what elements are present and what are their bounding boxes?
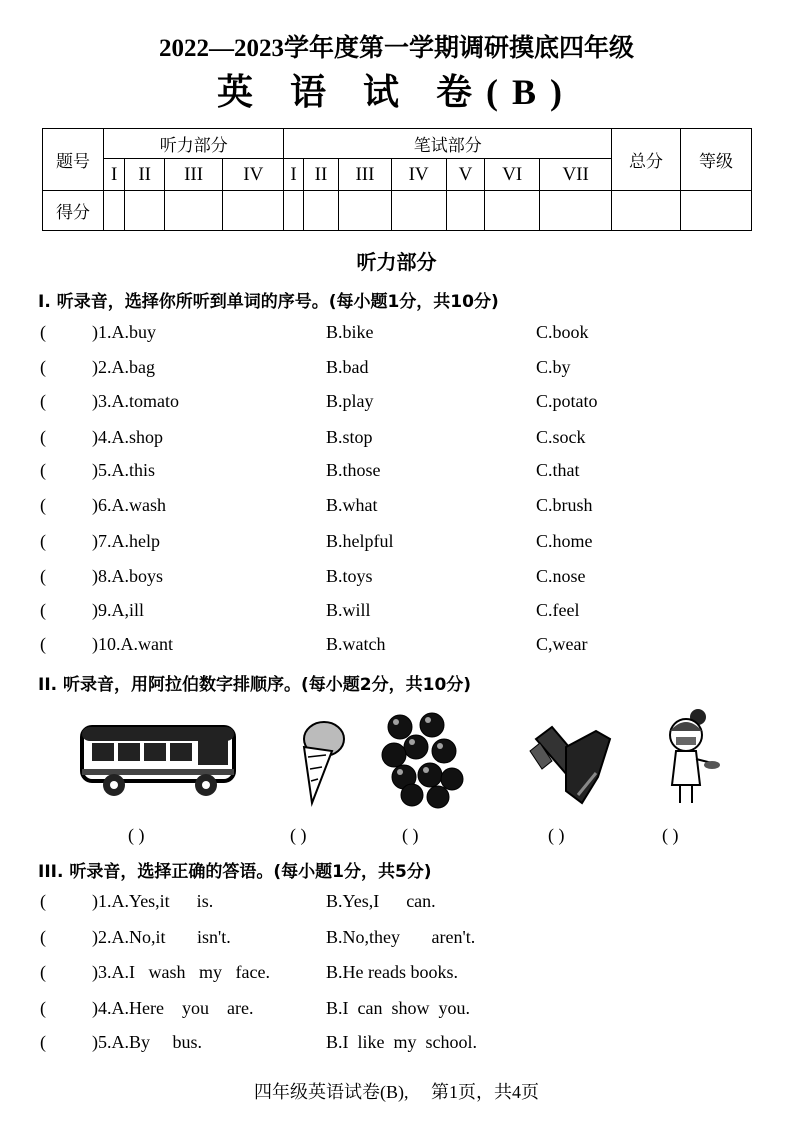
option-c: C.brush bbox=[536, 495, 593, 515]
total-header: 总分 bbox=[612, 129, 681, 191]
score-cell[interactable] bbox=[540, 191, 612, 231]
answer-paren[interactable]: ( bbox=[40, 891, 46, 911]
row-label-question-number: 题号 bbox=[43, 129, 104, 191]
writing-col: III bbox=[339, 159, 391, 191]
option-c: C.potato bbox=[536, 391, 598, 411]
option-c: C.nose bbox=[536, 566, 586, 586]
answer-paren[interactable]: ( bbox=[40, 998, 46, 1018]
option-a: )2.A.bag bbox=[92, 357, 155, 377]
answer-paren[interactable]: ( bbox=[40, 357, 46, 377]
option-c: C,wear bbox=[536, 634, 588, 654]
picture-answer-slot-4[interactable]: ( ) bbox=[548, 825, 565, 845]
score-cell[interactable] bbox=[339, 191, 391, 231]
option-c: C.home bbox=[536, 531, 593, 551]
row-label-score: 得分 bbox=[43, 191, 104, 231]
answer-paren[interactable]: ( bbox=[40, 634, 46, 654]
exam-title-line1: 2022—2023学年度第一学期调研摸底四年级 bbox=[158, 35, 634, 62]
picture-answer-slot-5[interactable]: ( ) bbox=[662, 825, 679, 845]
option-a: )5.A.By bus. bbox=[92, 1032, 203, 1052]
option-b: B.toys bbox=[326, 566, 373, 586]
option-a: )4.A.shop bbox=[92, 427, 163, 447]
picture-answer-slot-1[interactable]: ( ) bbox=[128, 825, 145, 845]
picture-answer-slot-3[interactable]: ( ) bbox=[402, 825, 419, 845]
score-cell[interactable] bbox=[165, 191, 223, 231]
grade-header: 等级 bbox=[681, 129, 752, 191]
score-cell[interactable] bbox=[104, 191, 125, 231]
option-a: )8.A.boys bbox=[92, 566, 163, 586]
option-b: B.play bbox=[326, 391, 374, 411]
writing-col: II bbox=[303, 159, 339, 191]
score-cell[interactable] bbox=[485, 191, 540, 231]
score-cell[interactable] bbox=[125, 191, 165, 231]
option-b: B.No,they aren't. bbox=[326, 927, 476, 947]
option-a: )10.A.want bbox=[92, 634, 173, 654]
answer-paren[interactable]: ( bbox=[40, 531, 46, 551]
writing-col: IV bbox=[391, 159, 446, 191]
score-table bbox=[42, 128, 752, 231]
answer-paren[interactable]: ( bbox=[40, 391, 46, 411]
option-a: )4.A.Here you are. bbox=[92, 998, 254, 1018]
option-c: C.book bbox=[536, 322, 589, 342]
picture-answer-slot-2[interactable]: ( ) bbox=[290, 825, 307, 845]
total-score-cell[interactable] bbox=[612, 191, 681, 231]
girl-icon bbox=[654, 707, 724, 811]
answer-paren[interactable]: ( bbox=[40, 460, 46, 480]
option-b: B.those bbox=[326, 460, 381, 480]
writing-col: VI bbox=[485, 159, 540, 191]
listening-col: III bbox=[165, 159, 223, 191]
grapes-icon bbox=[378, 705, 468, 809]
listening-col: II bbox=[125, 159, 165, 191]
bus-icon bbox=[78, 719, 242, 801]
option-c: C.sock bbox=[536, 427, 586, 447]
picture-row bbox=[72, 705, 732, 815]
option-b: B.I like my school. bbox=[326, 1032, 477, 1052]
option-b: B.what bbox=[326, 495, 378, 515]
option-a: )6.A.wash bbox=[92, 495, 166, 515]
option-b: B.I can show you. bbox=[326, 998, 470, 1018]
part3-instruction: III. 听录音，选择正确的答语。(每小题1分，共5分) bbox=[38, 862, 432, 882]
option-a: )5.A.this bbox=[92, 460, 155, 480]
listening-section-title: 听力部分 bbox=[356, 250, 437, 274]
score-cell[interactable] bbox=[223, 191, 284, 231]
answer-paren[interactable]: ( bbox=[40, 927, 46, 947]
option-b: B.Yes,I can. bbox=[326, 891, 436, 911]
option-c: C.by bbox=[536, 357, 571, 377]
option-a: )1.A.Yes,it is. bbox=[92, 891, 214, 911]
option-b: B.bad bbox=[326, 357, 369, 377]
part1-instruction: I. 听录音，选择你所听到单词的序号。(每小题1分，共10分) bbox=[38, 292, 499, 312]
option-b: B.helpful bbox=[326, 531, 394, 551]
option-a: )2.A.No,it isn't. bbox=[92, 927, 231, 947]
writing-col: I bbox=[284, 159, 303, 191]
answer-paren[interactable]: ( bbox=[40, 1032, 46, 1052]
writing-col: VII bbox=[540, 159, 612, 191]
score-cell[interactable] bbox=[284, 191, 303, 231]
gloves-icon bbox=[526, 717, 618, 809]
answer-paren[interactable]: ( bbox=[40, 427, 46, 447]
answer-paren[interactable]: ( bbox=[40, 962, 46, 982]
listening-header: 听力部分 bbox=[104, 129, 284, 159]
writing-header: 笔试部分 bbox=[284, 129, 612, 159]
option-a: )9.A,ill bbox=[92, 600, 144, 620]
answer-paren[interactable]: ( bbox=[40, 495, 46, 515]
exam-title-line2: 英 语 试 卷(B) bbox=[217, 72, 576, 112]
score-cell[interactable] bbox=[446, 191, 485, 231]
page-footer: 四年级英语试卷(B), 第1页，共4页 bbox=[254, 1082, 539, 1102]
score-cell[interactable] bbox=[391, 191, 446, 231]
listening-col: I bbox=[104, 159, 125, 191]
option-b: B.will bbox=[326, 600, 371, 620]
option-a: )1.A.buy bbox=[92, 322, 156, 342]
option-a: )7.A.help bbox=[92, 531, 160, 551]
answer-paren[interactable]: ( bbox=[40, 566, 46, 586]
part2-instruction: II. 听录音，用阿拉伯数字排顺序。(每小题2分，共10分) bbox=[38, 675, 472, 695]
option-c: C.feel bbox=[536, 600, 580, 620]
option-c: C.that bbox=[536, 460, 580, 480]
option-b: B.He reads books. bbox=[326, 962, 458, 982]
option-b: B.bike bbox=[326, 322, 374, 342]
ice-cream-icon bbox=[290, 717, 350, 809]
answer-paren[interactable]: ( bbox=[40, 600, 46, 620]
answer-paren[interactable]: ( bbox=[40, 322, 46, 342]
option-a: )3.A.tomato bbox=[92, 391, 179, 411]
score-cell[interactable] bbox=[303, 191, 339, 231]
writing-col: V bbox=[446, 159, 485, 191]
option-a: )3.A.I wash my face. bbox=[92, 962, 270, 982]
listening-col: IV bbox=[223, 159, 284, 191]
option-b: B.watch bbox=[326, 634, 386, 654]
grade-cell[interactable] bbox=[681, 191, 752, 231]
option-b: B.stop bbox=[326, 427, 373, 447]
